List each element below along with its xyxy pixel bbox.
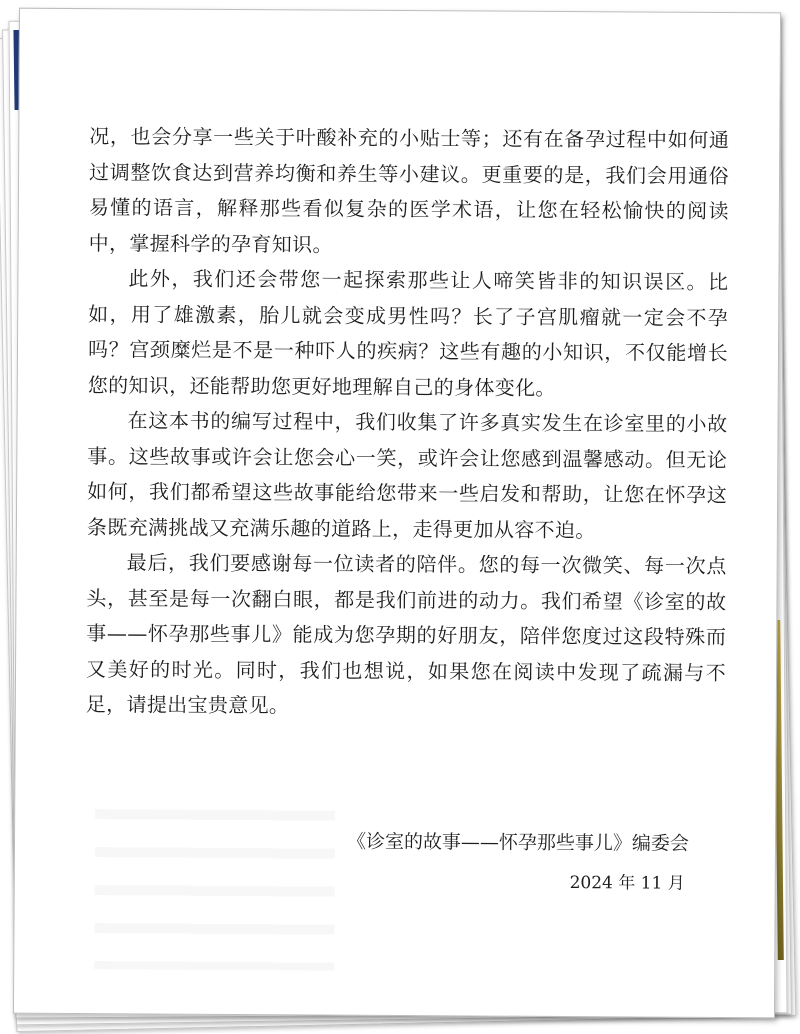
paragraph-4: 最后，我们要感谢每一位读者的陪伴。您的每一次微笑、每一次点头，甚至是每一次翻白眼，都是我们前进的动力。我们希望《诊室的故事——怀孕那些事儿》能成为您孕期的好朋友，陪伴您度过这段特殊而又美好的时光。同时，我们也想说，如果您在阅读中发现了疏漏与不足，请提出宝贵意见。 <box>85 550 727 718</box>
signature-date: 2024 年 11 月 <box>569 873 685 894</box>
bleed-through-shadow <box>94 809 335 970</box>
body-text <box>86 119 730 726</box>
paragraph-2: 此外，我们还会带您一起探索那些让人啼笑皆非的知识误区。比如，用了雄激素，胎儿就会变成男性吗？长了子宫肌瘤就一定会不孕吗？宫颈糜烂是不是一种吓人的疾病？这些有趣的小知识，不仅能增长您的知识，还能帮助您更好地理解自己的身体变化。 <box>87 266 729 400</box>
document-page <box>13 8 781 1019</box>
editorial-committee-signature: 《诊室的故事——怀孕那些事儿》编委会 <box>346 830 690 855</box>
paragraph-1: 况，也会分享一些关于叶酸补充的小贴士等；还有在备孕过程中如何通过调整饮食达到营养均衡和养生等小建议。更重要的是，我们会用通俗易懂的语言，解释那些看似复杂的医学术语，让您在轻松愉快的阅读中，掌握科学的孕育知识。 <box>88 124 730 257</box>
paragraph-3: 在这本书的编写过程中，我们收集了许多真实发生在诊室里的小故事。这些故事或许会让您会心一笑，或许会让您感到温馨感动。但无论如何，我们都希望这些故事能给您带来一些启发和帮助，让您在怀孕这条既充满挑战又充满乐趣的道路上，走得更加从容不迫。 <box>86 408 728 542</box>
